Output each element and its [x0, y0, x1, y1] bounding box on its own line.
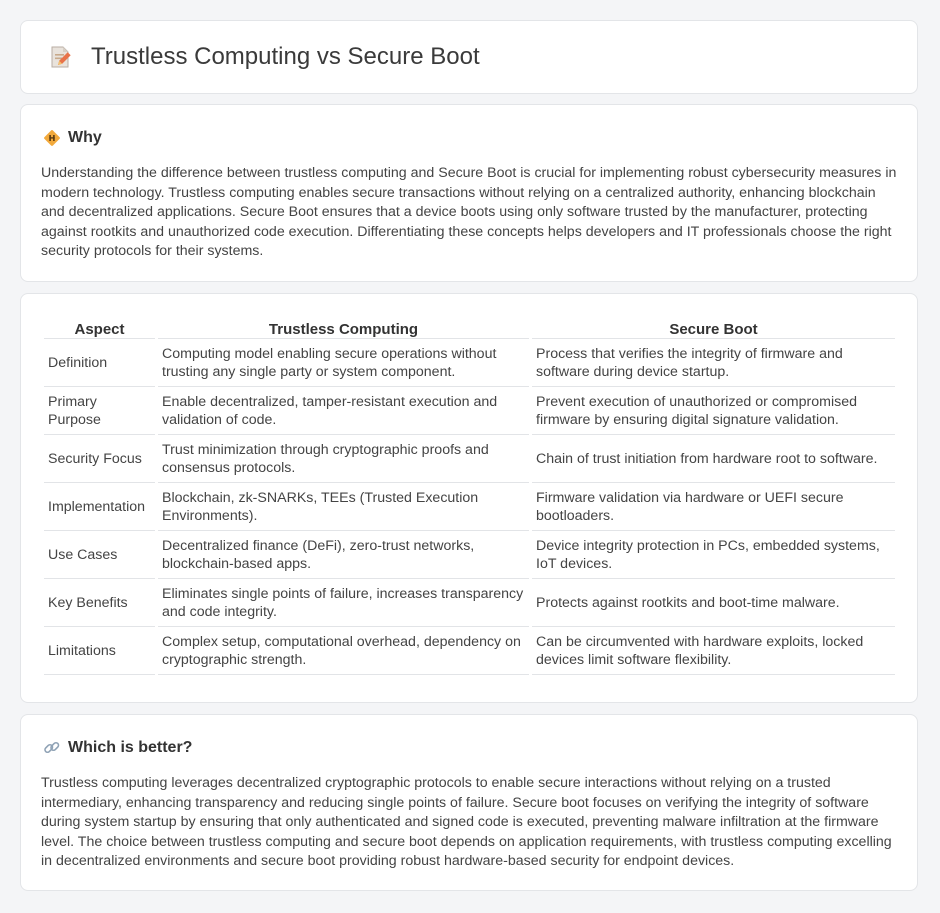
why-title: Why — [68, 129, 102, 146]
table-row — [44, 579, 895, 627]
table-cell: Decentralized finance (DeFi), zero-trust networks, blockchain-based apps. — [158, 531, 529, 579]
table-cell: Implementation — [44, 483, 155, 531]
table-row — [44, 387, 895, 435]
header-secure-boot: Secure Boot — [532, 314, 895, 339]
table-cell: Protects against rootkits and boot-time malware. — [532, 579, 895, 627]
which-is-better-title: Which is better? — [68, 739, 193, 756]
table-header-row — [44, 314, 895, 339]
table-cell: Computing model enabling secure operations without trusting any single party or system component. — [158, 339, 529, 387]
which-is-better-section — [20, 714, 918, 891]
diamond-sign-icon — [43, 129, 61, 147]
link-icon — [43, 739, 61, 757]
table-cell: Limitations — [44, 627, 155, 675]
header-aspect: Aspect — [44, 314, 155, 339]
table-row — [44, 531, 895, 579]
table-cell: Definition — [44, 339, 155, 387]
table-cell: Trust minimization through cryptographic proofs and consensus protocols. — [158, 435, 529, 483]
document-edit-icon — [47, 44, 73, 70]
table-cell: Process that verifies the integrity of firmware and software during device startup. — [532, 339, 895, 387]
why-section — [20, 104, 918, 282]
table-row — [44, 483, 895, 531]
table-cell: Eliminates single points of failure, increases transparency and code integrity. — [158, 579, 529, 627]
table-row — [44, 435, 895, 483]
table-cell: Device integrity protection in PCs, embedded systems, IoT devices. — [532, 531, 895, 579]
header-card — [20, 20, 918, 94]
table-cell: Prevent execution of unauthorized or compromised firmware by ensuring digital signature validation. — [532, 387, 895, 435]
table-cell: Security Focus — [44, 435, 155, 483]
table-row — [44, 339, 895, 387]
comparison-table-card — [20, 293, 918, 703]
table-cell: Primary Purpose — [44, 387, 155, 435]
table-cell: Chain of trust initiation from hardware root to software. — [532, 435, 895, 483]
table-cell: Can be circumvented with hardware exploits, locked devices limit software flexibility. — [532, 627, 895, 675]
table-cell: Use Cases — [44, 531, 155, 579]
table-cell: Firmware validation via hardware or UEFI secure bootloaders. — [532, 483, 895, 531]
table-cell: Enable decentralized, tamper-resistant execution and validation of code. — [158, 387, 529, 435]
table-cell: Key Benefits — [44, 579, 155, 627]
table-cell: Blockchain, zk-SNARKs, TEEs (Trusted Execution Environments). — [158, 483, 529, 531]
why-text: Understanding the difference between trustless computing and Secure Boot is crucial for implementing robust cybersecurity measures in modern technology. Trustless computing enables secure transactions without relying on a centralized authority, enhancing blockchain and decentralized applications. Secure Boot ensures that a device boots using only software trusted by the manufacturer, protecting against rootkits and unauthorized code execution. Differentiating these concepts helps developers and IT professionals choose the right security protocols for their systems. — [41, 165, 897, 260]
table-row — [44, 627, 895, 675]
which-is-better-text: Trustless computing leverages decentralized cryptographic protocols to enable secure interactions without relying on a trusted intermediary, enhancing transparency and reducing single points of failure. Secure boot focuses on verifying the integrity of software during system startup by ensuring that only authenticated and signed code is executed, preventing malware infiltration at the firmware level. The choice between trustless computing and secure boot depends on application requirements, with trustless computing excelling in decentralized environments and secure boot providing robust hardware-based security for endpoint devices. — [41, 775, 892, 870]
table-cell: Complex setup, computational overhead, dependency on cryptographic strength. — [158, 627, 529, 675]
comparison-table — [41, 314, 898, 675]
header-trustless: Trustless Computing — [158, 314, 529, 339]
page-title: Trustless Computing vs Secure Boot — [91, 43, 480, 70]
